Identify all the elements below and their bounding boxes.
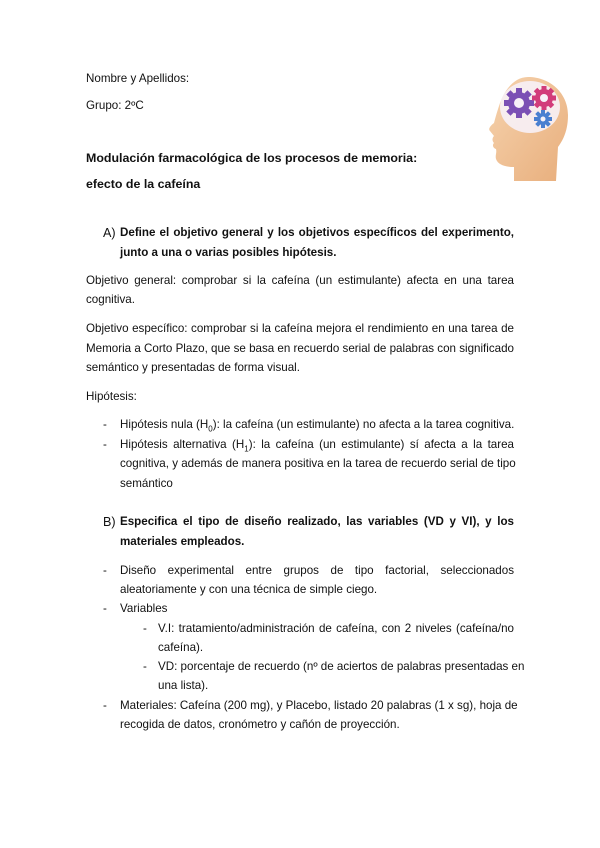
objetivo-especifico-line2: Memoria a Corto Plazo, que se basa en recuerdo serial de palabras con significado [86, 342, 514, 355]
objetivo-especifico-line3: semántico y presentadas de forma visual. [86, 361, 300, 374]
blue-gear-icon [534, 110, 552, 128]
hipotesis-alternativa-line1 [120, 438, 514, 453]
section-b-heading-line2: materiales empleados. [120, 535, 245, 548]
objetivo-general-line1: Objetivo general: comprobar si la cafeína (un estimulante) afecta en una tarea [86, 274, 514, 287]
purple-gear-icon [504, 88, 534, 118]
h1-prefix: Hipótesis alternativa (H [120, 438, 245, 451]
h0-subscript: 0 [208, 424, 213, 434]
pink-gear-icon [532, 86, 556, 110]
diseno-line1: Diseño experimental entre grupos de tipo factorial, seleccionados [120, 564, 514, 577]
vi-line2: cafeína). [158, 641, 204, 654]
list-dash: - [143, 660, 147, 673]
list-dash: - [103, 699, 107, 712]
document-title-line2: efecto de la cafeína [86, 177, 201, 191]
objetivo-especifico-line1: Objetivo específico: comprobar si la cafeína mejora el rendimiento en una tarea de [86, 322, 514, 335]
list-dash: - [103, 602, 107, 615]
hipotesis-nula [120, 418, 514, 433]
hipotesis-alternativa-line3: semántico [120, 477, 173, 490]
materiales-line1: Materiales: Cafeína (200 mg), y Placebo, listado 20 palabras (1 x sg), hoja de [120, 699, 518, 712]
group-label: Grupo: 2ºC [86, 99, 144, 112]
hipotesis-label: Hipótesis: [86, 390, 137, 403]
section-b-letter: B) [103, 515, 116, 529]
h0-suffix: ): la cafeína (un estimulante) no afecta a la tarea cognitiva. [212, 418, 515, 431]
list-dash: - [103, 564, 107, 577]
section-a-heading-line1: Define el objetivo general y los objetivos específicos del experimento, [120, 226, 514, 239]
vd-line1: VD: porcentaje de recuerdo (nº de aciertos de palabras presentadas en [158, 660, 525, 673]
hipotesis-alternativa-line2: cognitiva, y además de manera positiva en la tarea de recuerdo serial de tipo [120, 457, 516, 470]
section-a-heading-line2: junto a una o varias posibles hipótesis. [120, 246, 337, 259]
vd-line2: una lista). [158, 679, 209, 692]
list-dash: - [143, 622, 147, 635]
variables-label: Variables [120, 602, 168, 615]
materiales-line2: recogida de datos, cronómetro y cañón de proyección. [120, 718, 400, 731]
section-b-heading-line1: Especifica el tipo de diseño realizado, las variables (VD y VI), y los [120, 515, 514, 528]
diseno-line2: aleatoriamente y con una técnica de simple ciego. [120, 583, 378, 596]
h0-prefix: Hipótesis nula (H [120, 418, 209, 431]
vi-line1: V.I: tratamiento/administración de cafeína, con 2 niveles (cafeína/no [158, 622, 514, 635]
h1-suffix: ): la cafeína (un estimulante) sí afecta a la tarea [248, 438, 514, 451]
section-a-letter: A) [103, 226, 116, 240]
h1-subscript: 1 [244, 444, 249, 454]
student-name-label: Nombre y Apellidos: [86, 72, 190, 85]
head-with-gears-icon [484, 73, 572, 185]
document-title-line1: Modulación farmacológica de los procesos de memoria: [86, 151, 418, 165]
objetivo-general-line2: cognitiva. [86, 293, 135, 306]
list-dash: - [103, 438, 107, 451]
list-dash: - [103, 418, 107, 431]
